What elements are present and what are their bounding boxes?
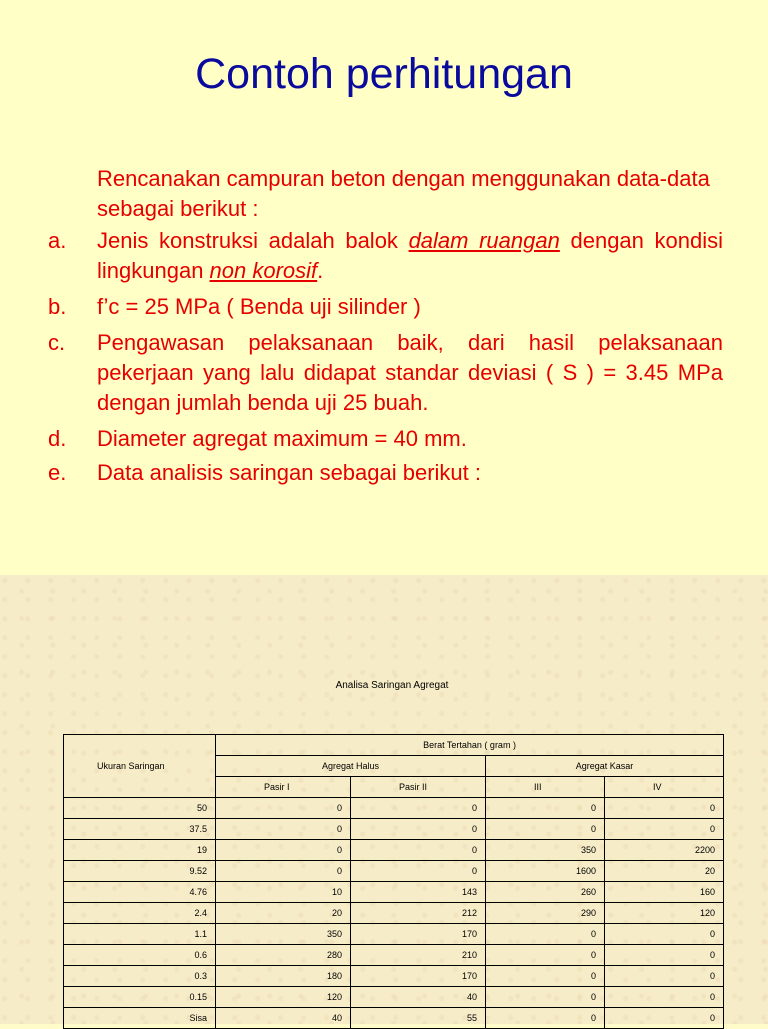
slide-title: Contoh perhitungan — [195, 50, 573, 98]
cell-pasir-1: 20 — [216, 903, 351, 924]
table-row — [64, 1008, 724, 1029]
cell-pasir-2: 170 — [351, 966, 486, 987]
table-row — [64, 882, 724, 903]
cell-size: 0.3 — [64, 966, 216, 987]
cell-pasir-2: 0 — [351, 798, 486, 819]
cell-pasir-2: 0 — [351, 840, 486, 861]
cell-pasir-1: 10 — [216, 882, 351, 903]
cell-pasir-2: 212 — [351, 903, 486, 924]
table-row — [64, 798, 724, 819]
table-caption: Analisa Saringan Agregat — [335, 680, 449, 691]
cell-pasir-1: 40 — [216, 1008, 351, 1029]
list-marker: c. — [48, 330, 66, 355]
cell-iii: 0 — [486, 945, 605, 966]
table-row — [64, 840, 724, 861]
list-item-b — [48, 292, 723, 322]
cell-size: 0.6 — [64, 945, 216, 966]
cell-iv: 0 — [605, 924, 724, 945]
cell-pasir-2: 55 — [351, 1008, 486, 1029]
cell-pasir-1: 0 — [216, 798, 351, 819]
sieve-analysis-table — [63, 734, 724, 1029]
header-iii: III — [486, 777, 605, 798]
table-row — [64, 819, 724, 840]
cell-iii: 260 — [486, 882, 605, 903]
cell-pasir-2: 0 — [351, 861, 486, 882]
table-row — [64, 945, 724, 966]
cell-pasir-2: 210 — [351, 945, 486, 966]
cell-iv: 160 — [605, 882, 724, 903]
item-e-text: Data analisis saringan sebagai berikut : — [97, 460, 482, 485]
list-item-e — [48, 458, 723, 488]
header-row-1 — [64, 735, 724, 756]
cell-iv: 0 — [605, 987, 724, 1008]
cell-iii: 0 — [486, 1008, 605, 1029]
header-ukuran: Ukuran Saringan — [64, 735, 216, 798]
list-item-c — [48, 328, 723, 418]
cell-iv: 120 — [605, 903, 724, 924]
table-row — [64, 861, 724, 882]
cell-size: 1.1 — [64, 924, 216, 945]
item-d-text: Diameter agregat maximum = 40 mm. — [97, 426, 467, 451]
cell-iii: 1600 — [486, 861, 605, 882]
cell-pasir-1: 0 — [216, 819, 351, 840]
cell-size: 2.4 — [64, 903, 216, 924]
cell-iii: 0 — [486, 819, 605, 840]
cell-size: 19 — [64, 840, 216, 861]
cell-iv: 20 — [605, 861, 724, 882]
cell-size: Sisa — [64, 1008, 216, 1029]
item-c-text: Pengawasan pelaksanaan baik, dari hasil pelaksanaan pekerjaan yang lalu didapat standar deviasi ( S ) = 3.45 MPa dengan jumlah benda uji 25 buah. — [97, 330, 723, 415]
list-item-d — [48, 424, 723, 454]
cell-iii: 0 — [486, 798, 605, 819]
cell-iv: 0 — [605, 945, 724, 966]
table-row — [64, 924, 724, 945]
cell-pasir-1: 120 — [216, 987, 351, 1008]
cell-iv: 0 — [605, 1008, 724, 1029]
cell-pasir-2: 0 — [351, 819, 486, 840]
header-iv: IV — [605, 777, 724, 798]
cell-size: 50 — [64, 798, 216, 819]
cell-size: 9.52 — [64, 861, 216, 882]
cell-iv: 0 — [605, 819, 724, 840]
list-item-a — [48, 226, 723, 286]
cell-iii: 350 — [486, 840, 605, 861]
list-marker: d. — [48, 426, 67, 451]
item-a-emphasis-1: dalam ruangan — [408, 228, 560, 253]
cell-iii: 0 — [486, 966, 605, 987]
list-marker: b. — [48, 294, 67, 319]
header-berat: Berat Tertahan ( gram ) — [216, 735, 724, 756]
slide-body — [48, 164, 723, 494]
cell-iv: 0 — [605, 966, 724, 987]
cell-pasir-1: 180 — [216, 966, 351, 987]
header-agregat-kasar: Agregat Kasar — [486, 756, 724, 777]
header-pasir-2: Pasir II — [351, 777, 486, 798]
item-a-text-2: dengan kondisi lingkungan — [97, 228, 724, 283]
cell-iv: 2200 — [605, 840, 724, 861]
item-a-text-1: Jenis konstruksi adalah balok — [97, 228, 409, 253]
item-a-emphasis-2: non korosif — [209, 258, 318, 283]
cell-pasir-2: 170 — [351, 924, 486, 945]
cell-iii: 0 — [486, 987, 605, 1008]
list-marker: a. — [48, 228, 67, 253]
item-a-text-3: . — [317, 258, 324, 283]
cell-pasir-1: 280 — [216, 945, 351, 966]
cell-pasir-2: 143 — [351, 882, 486, 903]
cell-pasir-1: 350 — [216, 924, 351, 945]
cell-iii: 0 — [486, 924, 605, 945]
cell-iv: 0 — [605, 798, 724, 819]
cell-size: 4.76 — [64, 882, 216, 903]
intro-text: Rencanakan campuran beton dengan menggunakan data-data sebagai berikut : — [97, 166, 710, 221]
item-b-text: f’c = 25 MPa ( Benda uji silinder ) — [97, 294, 421, 319]
table-row — [64, 987, 724, 1008]
header-agregat-halus: Agregat Halus — [216, 756, 486, 777]
cell-size: 0.15 — [64, 987, 216, 1008]
header-pasir-1: Pasir I — [216, 777, 351, 798]
cell-size: 37.5 — [64, 819, 216, 840]
cell-pasir-2: 40 — [351, 987, 486, 1008]
list-marker: e. — [48, 460, 67, 485]
table-row — [64, 966, 724, 987]
cell-pasir-1: 0 — [216, 840, 351, 861]
cell-pasir-1: 0 — [216, 861, 351, 882]
cell-iii: 290 — [486, 903, 605, 924]
table-row — [64, 903, 724, 924]
